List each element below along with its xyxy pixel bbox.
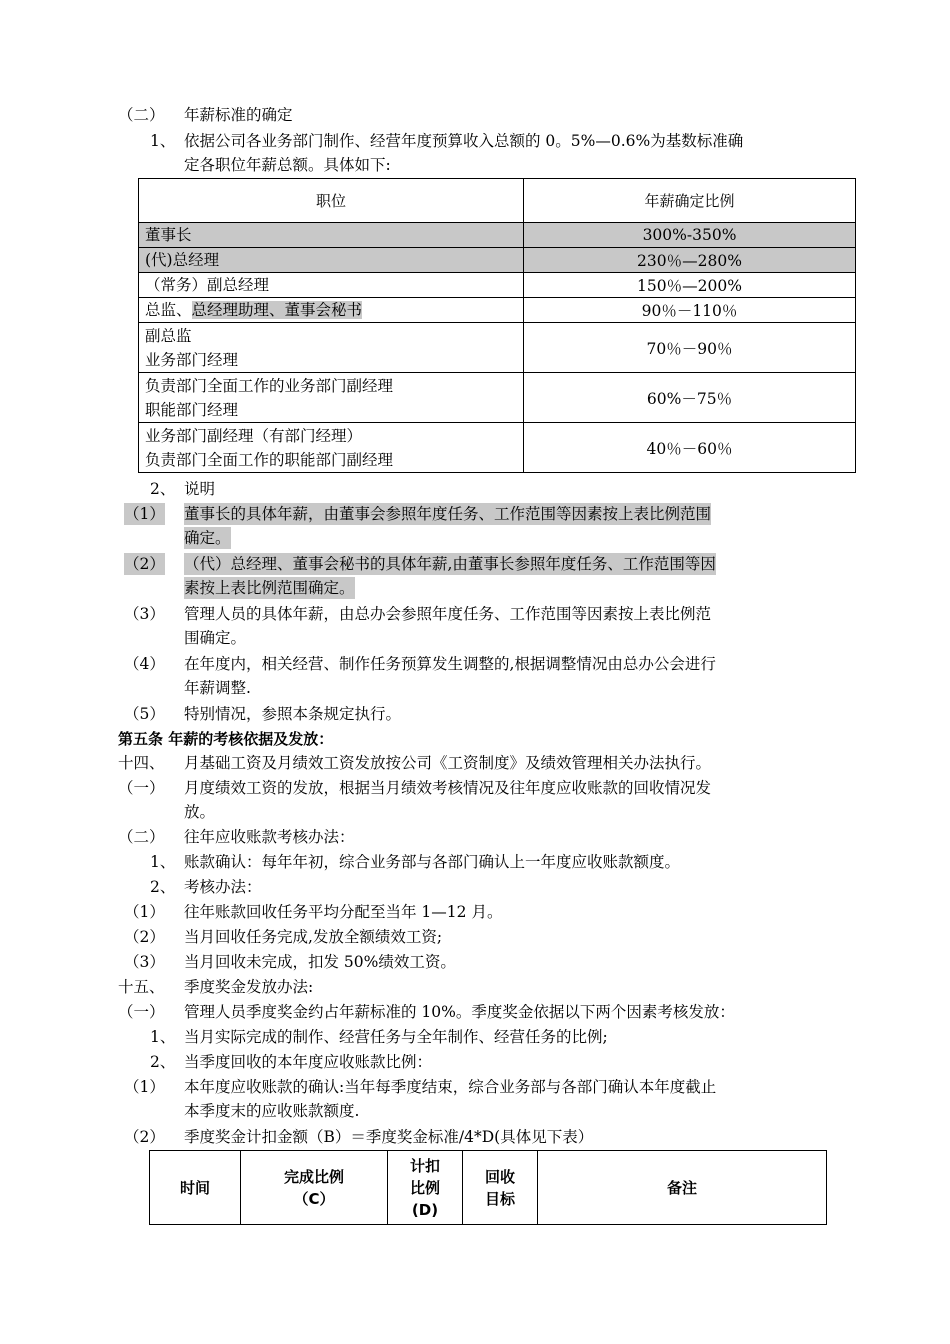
section-number: （一）: [118, 1003, 165, 1021]
paragraph-line: 放。: [184, 803, 216, 821]
note-line: 年薪调整.: [184, 679, 251, 697]
position-cell: （常务）副总经理: [139, 273, 524, 298]
note-line: 围确定。: [184, 629, 247, 647]
header-text: 计扣: [409, 1156, 440, 1175]
note-number: （1）: [124, 903, 165, 921]
item-number: 1、: [150, 1028, 176, 1046]
table-row: [139, 323, 856, 373]
table-header-note: 备注: [538, 1151, 827, 1225]
highlighted-position-text: 总经理助理、董事会秘书: [191, 301, 363, 319]
note-line: 董事长的具体年薪，由董事会参照年度任务、工作范围等因素按上表比例范围: [184, 505, 712, 523]
position-text: 职能部门经理: [145, 400, 239, 419]
header-text: 回收: [484, 1167, 515, 1186]
item-number: 2、: [150, 1053, 176, 1071]
paragraph-line: 当月实际完成的制作、经营任务与全年制作、经营任务的比例;: [184, 1028, 608, 1046]
header-text: (D): [411, 1200, 439, 1219]
article-heading: 第五条 年薪的考核依据及发放：: [118, 730, 334, 748]
quarterly-bonus-table: [149, 1150, 827, 1225]
note-number: （1）: [124, 1078, 165, 1096]
section-number: （二）: [118, 106, 165, 124]
position-cell: [139, 298, 524, 323]
position-text: 副总监: [145, 326, 192, 345]
ratio-cell: 40％－60％: [524, 423, 856, 473]
position-text: 负责部门全面工作的职能部门副经理: [145, 450, 394, 469]
paragraph-line: 本年度应收账款的确认:当年每季度结束，综合业务部与各部门确认本年度截止: [184, 1078, 717, 1096]
position-text: 业务部门经理: [145, 350, 239, 369]
note-line: 管理人员的具体年薪，由总办会参照年度任务、工作范围等因素按上表比例范: [184, 605, 712, 623]
paragraph-line: 账款确认：每年年初，综合业务部与各部门确认上一年度应收账款额度。: [184, 853, 681, 871]
note-line: 特别情况，参照本条规定执行。: [184, 705, 402, 723]
table-header-recovery-target: [463, 1151, 538, 1225]
table-row: [139, 298, 856, 323]
paragraph-line: 说明: [184, 480, 216, 498]
paragraph-line: 季度奖金发放办法:: [184, 978, 314, 996]
item-number: 2、: [150, 480, 176, 498]
paragraph-line: 季度奖金计扣金额（B）＝季度奖金标准/4*D(具体见下表）: [184, 1128, 594, 1146]
paragraph-line: 往年账款回收任务平均分配至当年 1—12 月。: [184, 903, 503, 921]
note-number: （3）: [124, 953, 165, 971]
note-number: （1）: [124, 505, 165, 523]
section-number: 十四、: [118, 754, 165, 772]
table-row: [139, 248, 856, 273]
paragraph-line: 考核办法：: [184, 878, 262, 896]
position-cell: [139, 423, 524, 473]
ratio-cell: 70％－90％: [524, 323, 856, 373]
position-text: 业务部门副经理（有部门经理）: [145, 426, 363, 445]
note-line: 确定。: [184, 529, 231, 547]
salary-ratio-table: [138, 178, 856, 473]
section-number: （一）: [118, 779, 165, 797]
table-header-completion-ratio: [241, 1151, 388, 1225]
paragraph-line: 依据公司各业务部门制作、经营年度预算收入总额的 0。5%—0.6%为基数标准确: [184, 132, 744, 150]
paragraph-line: 月度绩效工资的发放，根据当月绩效考核情况及往年度应收账款的回收情况发: [184, 779, 712, 797]
item-number: 1、: [150, 853, 176, 871]
position-cell: [139, 323, 524, 373]
note-number: （4）: [124, 655, 165, 673]
note-number: （2）: [124, 555, 165, 573]
header-text: （C）: [293, 1189, 335, 1208]
position-cell: 董事长: [139, 223, 524, 248]
item-number: 1、: [150, 132, 176, 150]
note-line: 素按上表比例范围确定。: [184, 579, 355, 597]
section-number: （二）: [118, 828, 165, 846]
paragraph-line: 管理人员季度奖金约占年薪标准的 10%。季度奖金依据以下两个因素考核发放：: [184, 1003, 735, 1021]
ratio-cell: 150％—200%: [524, 273, 856, 298]
note-line: 在年度内，相关经营、制作任务预算发生调整的,根据调整情况由总办公会进行: [184, 655, 716, 673]
position-cell: [139, 373, 524, 423]
section-number: 十五、: [118, 978, 165, 996]
table-row: [139, 223, 856, 248]
position-text: 负责部门全面工作的业务部门副经理: [145, 376, 394, 395]
ratio-cell: 90％－110％: [524, 298, 856, 323]
table-row: [139, 423, 856, 473]
table-row: [139, 373, 856, 423]
paragraph-line: 当季度回收的本年度应收账款比例：: [184, 1053, 433, 1071]
item-number: 2、: [150, 878, 176, 896]
table-header-position: 职位: [139, 179, 524, 223]
paragraph-line: 往年应收账款考核办法：: [184, 828, 355, 846]
ratio-cell: 60%－75％: [524, 373, 856, 423]
note-line: （代）总经理、董事会秘书的具体年薪,由董事长参照年度任务、工作范围等因: [184, 555, 716, 573]
paragraph-line: 当月回收未完成，扣发 50%绩效工资。: [184, 953, 456, 971]
section-title: 年薪标准的确定: [184, 106, 293, 124]
note-number: （5）: [124, 705, 165, 723]
table-header-deduction-ratio: [388, 1151, 463, 1225]
position-text: 总监、: [145, 301, 192, 319]
table-header-ratio: 年薪确定比例: [524, 179, 856, 223]
paragraph-line: 当月回收任务完成,发放全额绩效工资;: [184, 928, 443, 946]
ratio-cell: 230％—280%: [524, 248, 856, 273]
position-cell: (代)总经理: [139, 248, 524, 273]
header-text: 比例: [409, 1178, 440, 1197]
table-header-time: 时间: [150, 1151, 241, 1225]
ratio-cell: 300%-350%: [524, 223, 856, 248]
note-number: （3）: [124, 605, 165, 623]
note-number: （2）: [124, 928, 165, 946]
table-row: [139, 273, 856, 298]
header-text: 目标: [484, 1189, 515, 1208]
header-text: 完成比例: [283, 1167, 344, 1186]
paragraph-line: 定各职位年薪总额。具体如下:: [184, 156, 391, 174]
paragraph-line: 本季度末的应收账款额度.: [184, 1102, 360, 1120]
paragraph-line: 月基础工资及月绩效工资发放按公司《工资制度》及绩效管理相关办法执行。: [184, 754, 712, 772]
note-number: （2）: [124, 1128, 165, 1146]
